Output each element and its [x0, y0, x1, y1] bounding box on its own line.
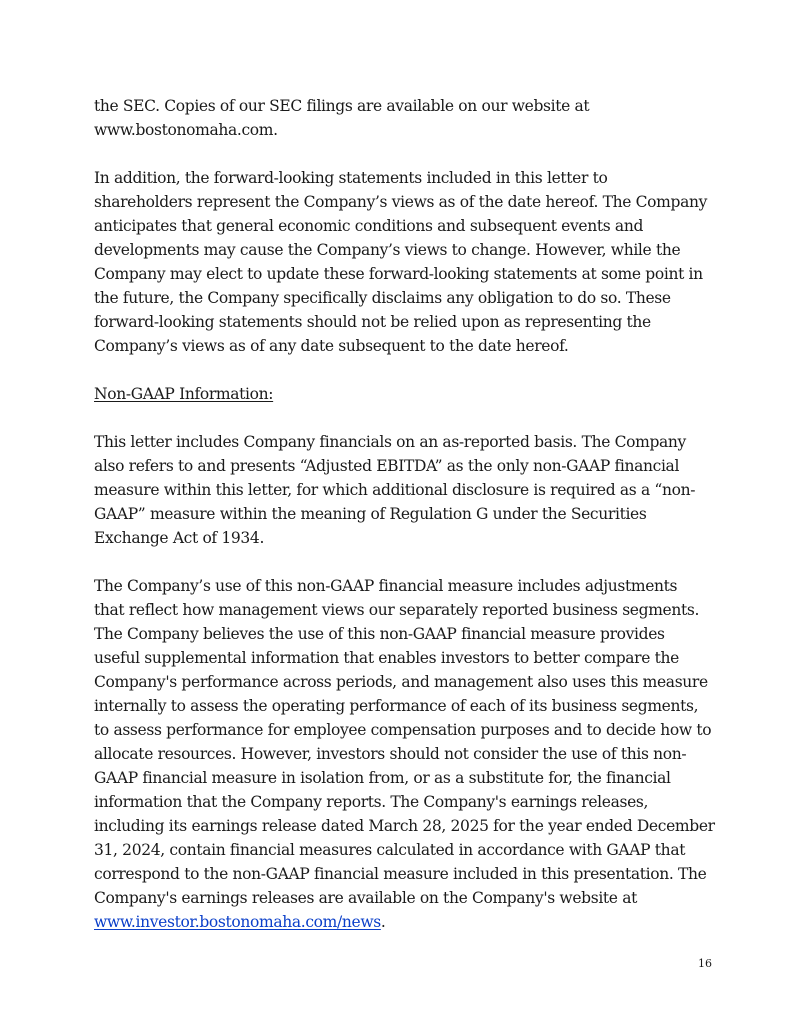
text-line: 31, 2024, contain financial measures calculated in accordance with GAAP that	[94, 841, 686, 859]
text-line: GAAP financial measure in isolation from, or as a substitute for, the financial	[94, 769, 671, 787]
text-line: www.bostonomaha.com.	[94, 121, 278, 139]
page-body	[94, 94, 714, 958]
text-line: developments may cause the Company’s views to change. However, while the	[94, 241, 681, 259]
text-line: measure within this letter, for which additional disclosure is required as a “non-	[94, 481, 696, 499]
paragraph-sec-filings	[94, 94, 714, 142]
link-suffix: .	[380, 913, 386, 931]
text-line: to assess performance for employee compensation purposes and to decide how to	[94, 721, 712, 739]
text-line: that reflect how management views our separately reported business segments.	[94, 601, 700, 619]
text-line: Company’s views as of any date subsequent to the date hereof.	[94, 337, 569, 355]
text-line: In addition, the forward-looking statements included in this letter to	[94, 169, 608, 187]
text-line: allocate resources. However, investors should not consider the use of this non-	[94, 745, 687, 763]
text-line: also refers to and presents “Adjusted EBITDA” as the only non-GAAP financial	[94, 457, 680, 475]
text-line: GAAP” measure within the meaning of Regulation G under the Securities	[94, 505, 647, 523]
text-line-with-link	[94, 910, 714, 934]
text-line: shareholders represent the Company’s views as of the date hereof. The Company	[94, 193, 708, 211]
text-line: This letter includes Company financials on an as-reported basis. The Company	[94, 433, 686, 451]
text-line: The Company’s use of this non-GAAP financial measure includes adjustments	[94, 577, 678, 595]
text-line: useful supplemental information that enables investors to better compare the	[94, 649, 679, 667]
text-line: internally to assess the operating performance of each of its business segments,	[94, 697, 699, 715]
page-number: 16	[698, 957, 712, 970]
text-line: information that the Company reports. The Company's earnings releases,	[94, 793, 649, 811]
text-line: the future, the Company specifically disclaims any obligation to do so. These	[94, 289, 671, 307]
text-line: anticipates that general economic conditions and subsequent events and	[94, 217, 644, 235]
text-line: correspond to the non-GAAP financial measure included in this presentation. The	[94, 865, 707, 883]
paragraph-forward-looking	[94, 166, 714, 358]
investor-news-link[interactable]: www.investor.bostonomaha.com/news	[94, 913, 381, 931]
text-line: Company's earnings releases are available on the Company's website at	[94, 889, 637, 907]
section-heading-non-gaap: Non-GAAP Information:	[94, 385, 274, 403]
text-line: the SEC. Copies of our SEC filings are available on our website at	[94, 97, 590, 115]
paragraph-non-gaap-usage	[94, 574, 714, 934]
text-line: including its earnings release dated March 28, 2025 for the year ended December	[94, 817, 715, 835]
text-line: Company may elect to update these forward-looking statements at some point in	[94, 265, 703, 283]
paragraph-non-gaap-intro	[94, 430, 714, 550]
text-line: forward-looking statements should not be relied upon as representing the	[94, 313, 651, 331]
text-line: Exchange Act of 1934.	[94, 529, 265, 547]
text-line: Company's performance across periods, and management also uses this measure	[94, 673, 708, 691]
text-line: The Company believes the use of this non-GAAP financial measure provides	[94, 625, 665, 643]
